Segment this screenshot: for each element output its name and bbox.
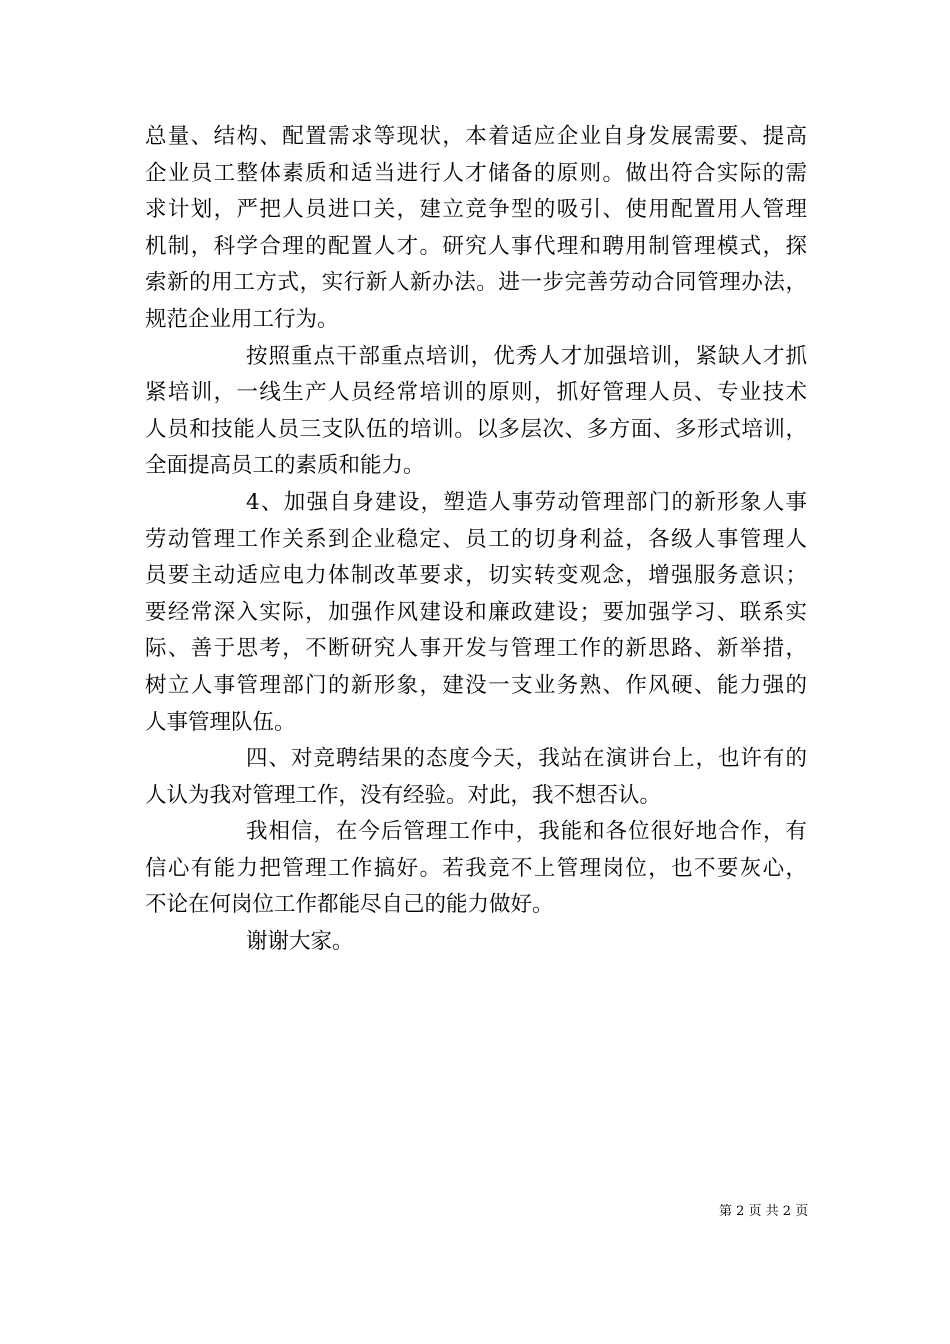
text-line: 谢谢大家。 bbox=[246, 929, 354, 955]
text-line: 人认为我对管理工作，没有经验。对此，我不想否认。 bbox=[145, 782, 662, 808]
text-line: 企业员工整体素质和适当进行人才储备的原则。做出符合实际的需 bbox=[145, 160, 807, 186]
paragraph bbox=[145, 119, 807, 339]
text-line: 要经常深入实际，加强作风建设和廉政建设；要加强学习、联系实 bbox=[145, 599, 807, 625]
text-line: 信心有能力把管理工作搞好。若我竞不上管理岗位，也不要灰心， bbox=[145, 855, 807, 881]
text-line: 际、善于思考，不断研究人事开发与管理工作的新思路、新举措， bbox=[145, 636, 807, 662]
paragraph bbox=[145, 485, 807, 741]
paragraph bbox=[145, 741, 807, 814]
text-line: 四、对竞聘结果的态度今天，我站在演讲台上，也许有的 bbox=[246, 746, 807, 772]
text-line: 规范企业用工行为。 bbox=[145, 306, 339, 332]
document-body bbox=[145, 119, 807, 961]
paragraph bbox=[145, 924, 807, 961]
paragraph bbox=[145, 814, 807, 924]
page-number-footer: 第 2 页 共 2 页 bbox=[719, 1204, 809, 1219]
text-line: 劳动管理工作关系到企业稳定、员工的切身利益，各级人事管理人 bbox=[145, 526, 807, 552]
text-line: 人事管理队伍。 bbox=[145, 709, 296, 735]
text-line: 树立人事管理部门的新形象，建没一支业务熟、作风硬、能力强的 bbox=[145, 672, 807, 698]
text-line: 求计划，严把人员进口关，建立竞争型的吸引、使用配置用人管理 bbox=[145, 197, 807, 223]
text-line: 不论在何岗位工作都能尽自己的能力做好。 bbox=[145, 892, 554, 918]
text-line: 总量、结构、配置需求等现状，本着适应企业自身发展需要、提高 bbox=[145, 124, 807, 149]
text-line: 4、加强自身建设，塑造人事劳动管理部门的新形象人事 bbox=[246, 489, 807, 515]
text-line: 人员和技能人员三支队伍的培训。以多层次、多方面、多形式培训， bbox=[145, 416, 807, 442]
text-line: 紧培训，一线生产人员经常培训的原则，抓好管理人员、专业技术 bbox=[145, 380, 807, 406]
paragraph bbox=[145, 339, 807, 485]
text-line: 按照重点干部重点培训，优秀人才加强培训，紧缺人才抓 bbox=[246, 343, 807, 369]
text-line: 员要主动适应电力体制改革要求，切实转变观念，增强服务意识； bbox=[145, 563, 807, 589]
text-line: 索新的用工方式，实行新人新办法。进一步完善劳动合同管理办法， bbox=[145, 270, 807, 296]
text-line: 我相信，在今后管理工作中，我能和各位很好地合作，有 bbox=[246, 819, 807, 845]
text-line: 全面提高员工的素质和能力。 bbox=[145, 453, 425, 479]
text-line: 机制，科学合理的配置人才。研究人事代理和聘用制管理模式，探 bbox=[145, 233, 807, 259]
